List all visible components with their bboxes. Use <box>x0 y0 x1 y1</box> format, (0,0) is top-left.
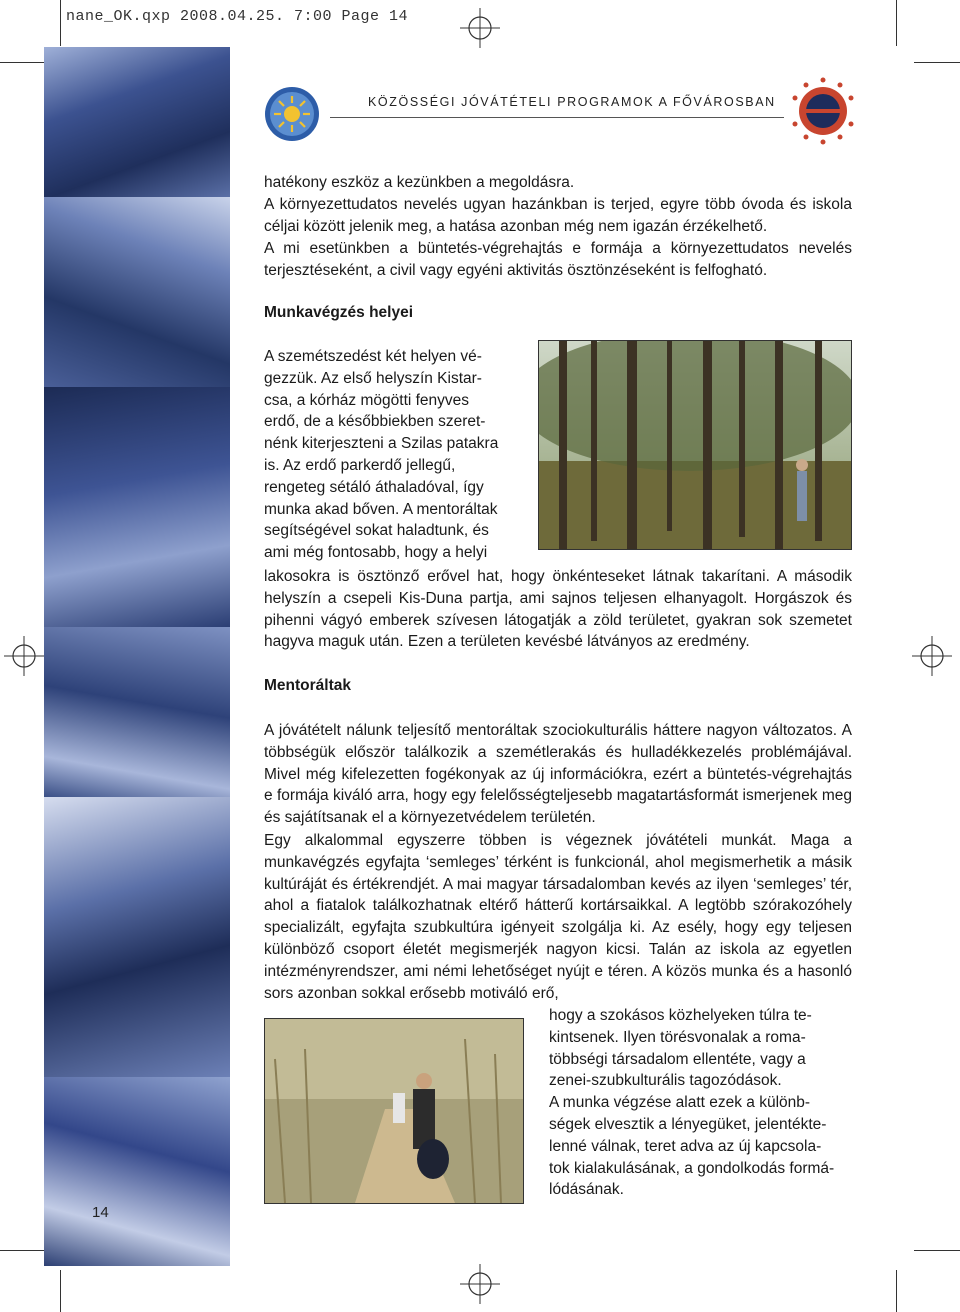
text-line: munka akad bőven. A mentoráltak <box>264 500 498 518</box>
page-number: 14 <box>92 1204 109 1221</box>
text-line: hogy a szokásos közhelyeken túlra te- <box>549 1007 812 1024</box>
section-heading: Munkavégzés helyei <box>264 304 414 321</box>
registration-mark-icon <box>4 636 44 676</box>
justice-office-logo-icon <box>788 76 858 146</box>
text-line: rengeteg sétáló áthaladóval, így <box>264 478 484 496</box>
crop-mark <box>896 0 897 46</box>
body-paragraph <box>549 1005 852 1201</box>
section-heading: Mentoráltak <box>264 677 351 694</box>
text-line: segítségével sokat haladtunk, és <box>264 522 489 540</box>
text-line: gezzük. Az első helyszín Kistar- <box>264 369 482 387</box>
collage-photo <box>44 627 230 797</box>
text-line: A szemétszedést két helyen vé- <box>264 348 482 365</box>
volunteers-photo <box>264 1018 524 1204</box>
crop-mark <box>60 0 61 46</box>
text-line: lódásának. <box>549 1181 624 1199</box>
collage-photo <box>44 197 230 387</box>
collage-photo <box>44 797 230 1077</box>
crop-mark <box>0 1250 44 1251</box>
crop-mark <box>0 62 44 63</box>
crop-mark <box>60 1270 61 1312</box>
collage-photo <box>44 47 230 197</box>
body-paragraph: Egy alkalommal egyszerre többen is végeznek jóvátételi munkát. Maga a munkavégzés egyfajta ‘semleges’ térként is funkcionál, ahol megismerhetik a másik kultúráját és értékrendjét. A mai magyar társadalomban kevés az ilyen ‘semleges’ tér, ahol a fiatalok találkozhatnak eltérő hátterű kortársaikkal. A legtöbb szórakozóhely specializált, egyfajta szubkultúra igényeit szolgálja ki. Az esély, hogy egy teljesen különböző csoport életét megismerjék nagyon kicsi. Talán az iskola az egyetlen intézményrendszer, ami némi lehetőséget nyújt e téren. A közös munka és a hasonló sors azonban sokkal erősebb motiváló erő, <box>264 832 852 1002</box>
forest-photo <box>538 340 852 550</box>
body-paragraph: A környezettudatos nevelés ugyan hazánkban is terjed, egyre több óvoda és iskola céljai között jelenik meg, a hatása azonban még nem igazán érzékelhető. <box>264 196 852 235</box>
crop-mark <box>914 62 960 63</box>
collage-photo <box>44 1077 230 1266</box>
text-line: A munka végzése alatt ezek a különb- <box>549 1094 811 1112</box>
text-line: is. Az erdő parkerdő jellegű, <box>264 456 456 474</box>
registration-mark-icon <box>460 8 500 48</box>
text-line: ami még fontosabb, hogy a helyi <box>264 544 488 562</box>
body-paragraph: A jóvátételt nálunk teljesítő mentoráltak szociokulturális háttere nagyon változatos. A többségük először találkozik a szemétlerakás és hulladékkezelés problémájával. Mivel még kifelezetten fogékonyak az új információkra, ezért a büntetés-végrehajtás e formája kiváló arra, hogy egy felelősségteljesebb magatartásformát ismerjenek meg és sajátítsanak el a környezetvédelem területén. <box>264 722 852 827</box>
header-rule <box>330 117 784 118</box>
text-line: erdő, de a későbbiekben szeret- <box>264 413 486 431</box>
text-line: kintsenek. Ilyen törésvonalak a roma- <box>549 1028 806 1046</box>
registration-mark-icon <box>460 1264 500 1304</box>
text-line: lenné válnak, teret adva az új kapcsola- <box>549 1137 822 1155</box>
body-paragraph: hatékony eszköz a kezünkben a megoldásra. <box>264 174 575 191</box>
photo-collage-sidebar <box>44 47 230 1266</box>
body-paragraph: lakosokra is ösztönző erővel hat, hogy önkénteseket látnak takarítani. A második helyszín a csepeli Kis-Duna partja, ami sajnos teljesen elhanyagolt. Horgászok és pihenni vágyó emberek szívesen látogatják a zöld területet, gyakran sok szemetet hagyva maguk után. Ezen a területen kevésbé látványos az eredmény. <box>264 568 852 651</box>
crop-mark <box>896 1270 897 1312</box>
text-line: csa, a kórház mögötti fenyves <box>264 391 470 409</box>
crop-mark <box>914 1250 960 1251</box>
text-line: zenei-szubkulturális tagozódások. <box>549 1072 782 1090</box>
registration-mark-icon <box>912 636 952 676</box>
sun-logo-icon <box>264 86 320 142</box>
body-paragraph: A mi esetünkben a büntetés-végrehajtás e formája a környezettudatos nevelés terjesztéseként, a civil vagy egyéni aktivitás ösztönzéseként is felfogható. <box>264 240 852 279</box>
collage-photo <box>44 387 230 627</box>
text-line: ségek elvesztik a lényegüket, jelentékte- <box>549 1115 827 1133</box>
text-line: tok kialakulásának, a gondolkodás formá- <box>549 1159 835 1177</box>
body-paragraph <box>264 346 514 564</box>
printer-slug: nane_OK.qxp 2008.04.25. 7:00 Page 14 <box>66 8 409 25</box>
header-title: KÖZÖSSÉGI JÓVÁTÉTELI PROGRAMOK A FŐVÁROSBAN <box>368 95 776 109</box>
text-line: nénk kiterjeszteni a Szilas patakra <box>264 435 499 453</box>
text-line: többségi társadalom ellentéte, vagy a <box>549 1050 806 1068</box>
